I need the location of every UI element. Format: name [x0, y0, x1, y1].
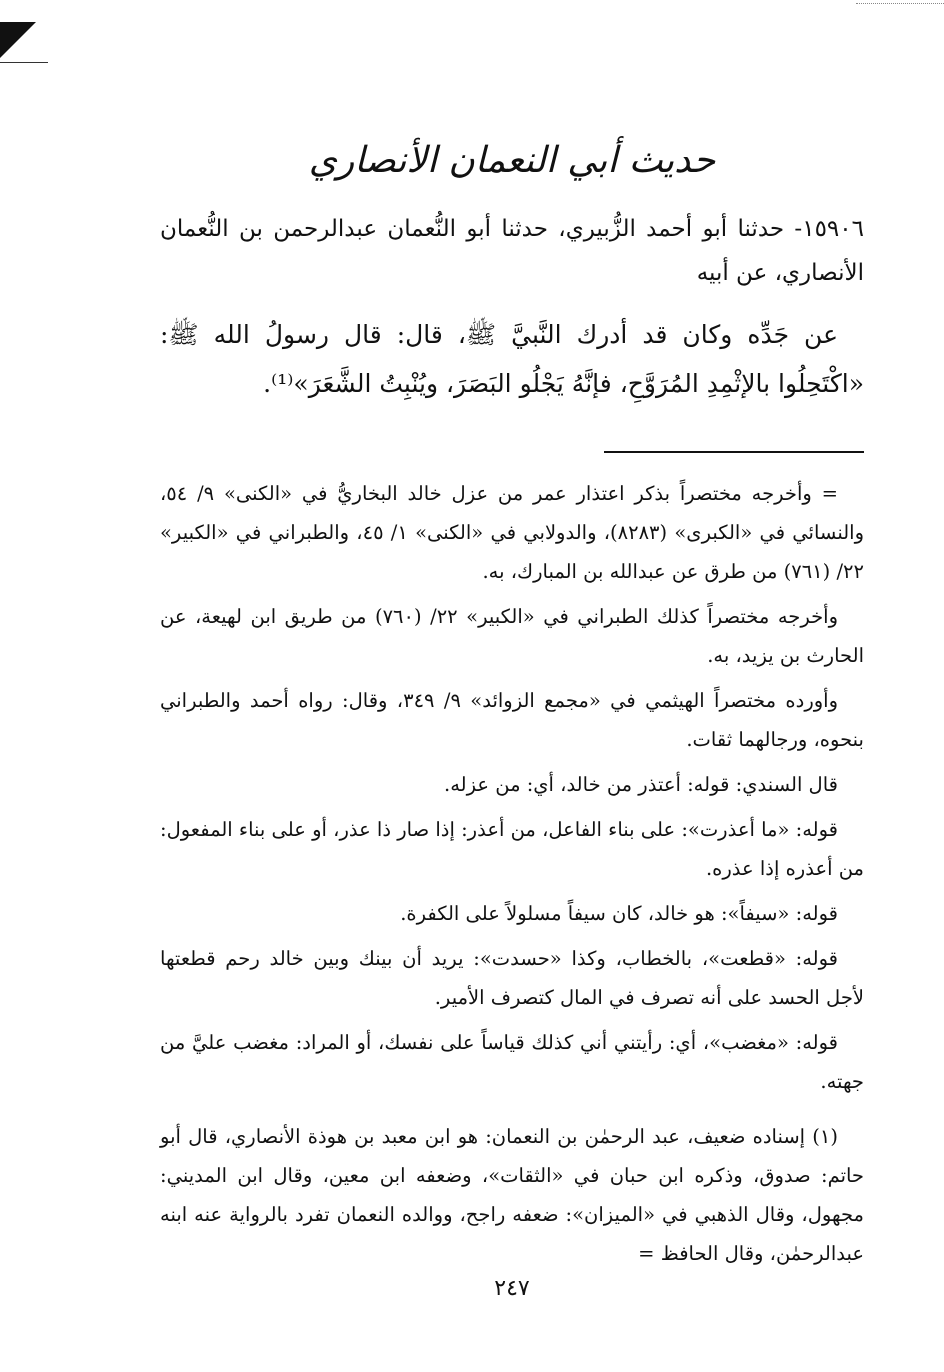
note-paragraph: قال السندي: قوله: أعتذر من خالد، أي: من عزله.: [444, 773, 838, 796]
note-paragraph: وأورده مختصراً الهيثمي في «مجمع الزوائد» ٩/ ٣٤٩، وقال: رواه أحمد والطبراني بنحوه، ورجالهما ثقات.: [160, 689, 864, 751]
footnotes-section: [160, 474, 864, 1273]
footnote-1: (١) إسناده ضعيف، عبد الرحمٰن بن النعمان: هو ابن معبد بن هوذة الأنصاري، قال أبو حاتم: صدوق، وذكره ابن حبان في «الثقات»، وضعفه ابن معين، وقال ابن المديني: مجهول، وقال الذهبي في «الميزان»: ضعفه راجح، ووالده النعمان تفرد بالرواية عنه ابنه عبدالرحمٰن، وقال الحافظ =: [160, 1125, 864, 1265]
page-number: ٢٤٧: [494, 1276, 530, 1301]
note-paragraph: = وأخرجه مختصراً بذكر اعتذار عمر من عزل خالد البخاريُّ في «الكنى» ٩/ ٥٤، والنسائي في «الكبرى» (٨٢٨٣)، والدولابي في «الكنى» ١/ ٤٥، والطبراني في «الكبير» ٢٢/ (٧٦١) من طرق عن عبدالله بن المبارك، به.: [160, 482, 864, 583]
corner-rule: [0, 62, 48, 63]
footnote-separator: [604, 451, 864, 453]
page-title: حديث أبي النعمان الأنصاري: [308, 140, 716, 181]
note-paragraph: قوله: «ما أعذرت»: على بناء الفاعل، من أعذر: إذا صار ذا عذر، أو على بناء المفعول: من أعذره إذا عذره.: [160, 818, 864, 880]
note-paragraph: وأخرجه مختصراً كذلك الطبراني في «الكبير» ٢٢/ (٧٦٠) من طريق ابن لهيعة، عن الحارث بن يزيد، به.: [160, 605, 864, 667]
corner-crop-mark: [0, 22, 36, 58]
note-paragraph: قوله: «سيفاً»: هو خالد، كان سيفاً مسلولاً على الكفرة.: [400, 902, 838, 925]
top-dotted-rule: [856, 3, 944, 4]
note-paragraph: قوله: «قطعت»، بالخطاب، وكذا «حسدت»: يريد أن بينك وبين خالد رحم قطعتها لأجل الحسد على أنه تصرف في المال كتصرف الأمير.: [160, 947, 864, 1009]
note-paragraph: قوله: «مغضب»، أي: رأيتني أني كذلك قياساً على نفسك، أو المراد: مغضب عليَّ من جهته.: [160, 1031, 864, 1093]
hadith-isnad: ١٥٩٠٦- حدثنا أبو أحمد الزُّبيري، حدثنا أبو النُّعمان عبدالرحمن بن النُّعمان الأنصاري، عن أبيه: [160, 216, 864, 286]
hadith-matn: عن جَدِّه وكان قد أدرك النَّبيَّ ﷺ، قال: قال رسولُ الله ﷺ: «اكْتَحِلُوا بالإثْمِدِ المُرَوَّحِ، فإنَّهُ يَجْلُو البَصَرَ، ويُنْبِتُ الشَّعَرَ»⁽¹⁾.: [160, 320, 864, 398]
